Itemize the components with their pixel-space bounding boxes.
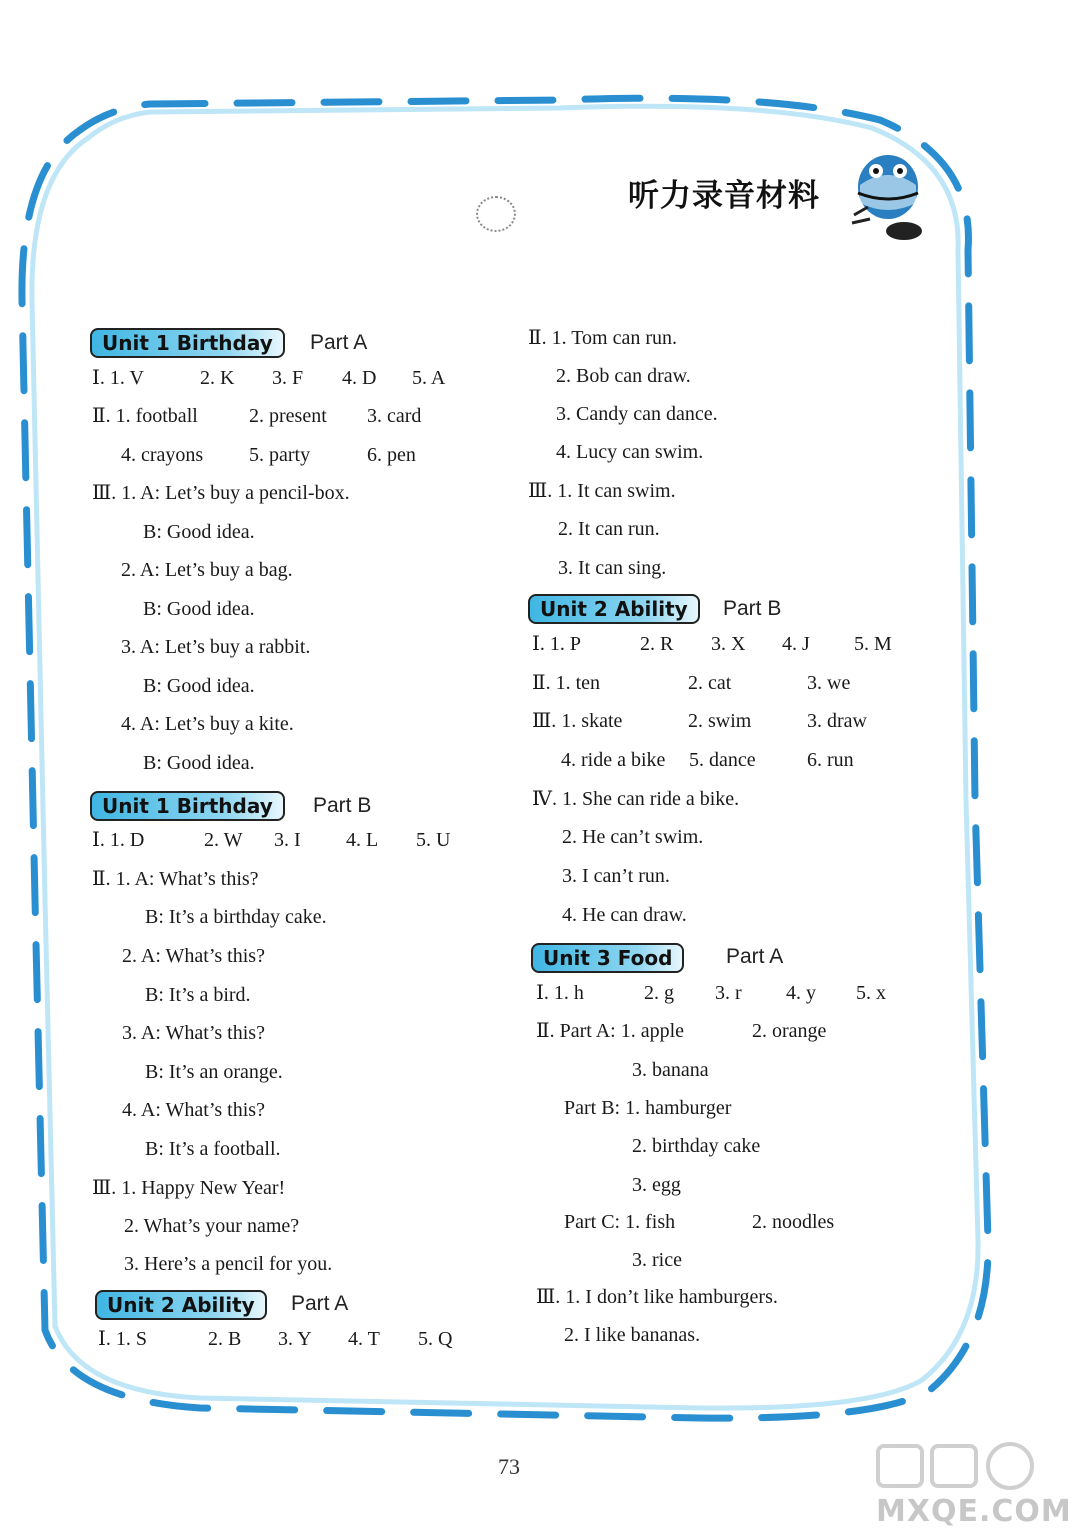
answer-line: Ⅱ. 1. Tom can run. (528, 327, 678, 349)
part-b-label: Part B (313, 794, 372, 817)
answer-line: 4. He can draw. (562, 904, 687, 926)
answer-line: 2. He can’t swim. (562, 826, 704, 848)
answer-line: Ⅰ. 1. h 2. g 3. r 4. y 5. x (536, 982, 886, 1004)
dialogue-line: 2. A: What’s this? (122, 945, 265, 967)
dialogue-line: B: Good idea. (143, 598, 255, 620)
answer-line: 3. Candy can dance. (556, 403, 718, 425)
answer-line: Ⅲ. 1. I don’t like hamburgers. (536, 1286, 778, 1308)
dialogue-line: B: Good idea. (143, 752, 255, 774)
dialogue-line: 4. A: What’s this? (122, 1099, 265, 1121)
dotted-circle-decoration (476, 196, 516, 232)
answer-line: Part B: 1. hamburger (564, 1097, 732, 1119)
dialogue-line: 3. A: What’s this? (122, 1022, 265, 1044)
watermark-text: MXQE.COM (876, 1494, 1072, 1529)
dialogue-line: B: Good idea. (143, 675, 255, 697)
answer-line: Ⅰ. 1. V 2. K 3. F 4. D 5. A (92, 367, 446, 389)
dialogue-line: B: It’s a birthday cake. (145, 906, 327, 928)
answer-line: Ⅱ. 1. football 2. present 3. card (92, 405, 422, 427)
unit1-birthday-badge: Unit 1 Birthday (90, 328, 285, 358)
dialogue-line: 3. Here’s a pencil for you. (124, 1253, 333, 1275)
answer-line: 2. Bob can draw. (556, 365, 691, 387)
answer-line: 3. I can’t run. (562, 865, 670, 887)
dialogue-line: B: It’s a bird. (145, 984, 251, 1006)
answer-line: 4. Lucy can swim. (556, 441, 704, 463)
dialogue-line: Ⅱ. 1. A: What’s this? (92, 868, 259, 890)
part-b-label: Part B (723, 597, 782, 620)
part-a-label: Part A (726, 945, 784, 968)
answer-line: Ⅱ. 1. ten 2. cat 3. we (532, 672, 851, 694)
answer-line: 3. rice (632, 1249, 682, 1271)
dialogue-line: 4. A: Let’s buy a kite. (121, 713, 294, 735)
answer-line: 3. banana (632, 1059, 709, 1081)
answer-line: 2. I like bananas. (564, 1324, 701, 1346)
answer-line: Part C: 1. fish 2. noodles (564, 1211, 835, 1233)
answer-line: Ⅰ. 1. S 2. B 3. Y 4. T 5. Q (98, 1328, 453, 1350)
answer-line: 3. It can sing. (558, 557, 667, 579)
answer-line: Ⅳ. 1. She can ride a bike. (532, 788, 740, 810)
answer-line: 2. It can run. (558, 518, 660, 540)
answer-line: 2. birthday cake (632, 1135, 761, 1157)
dialogue-line: B: Good idea. (143, 521, 255, 543)
dialogue-line: 2. A: Let’s buy a bag. (121, 559, 293, 581)
unit2-ability-badge: Unit 2 Ability (528, 594, 700, 624)
owl-mascot-icon (848, 145, 928, 245)
dialogue-line: Ⅲ. 1. A: Let’s buy a pencil-box. (92, 482, 350, 504)
answer-line: 4. crayons 5. party 6. pen (121, 444, 416, 466)
answer-line: Ⅲ. 1. skate 2. swim 3. draw (532, 710, 867, 732)
answer-line: Ⅰ. 1. D 2. W 3. I 4. L 5. U (92, 829, 451, 851)
answer-line: Ⅲ. 1. It can swim. (528, 480, 676, 502)
dialogue-line: B: It’s a football. (145, 1138, 281, 1160)
answer-line: 3. egg (632, 1174, 681, 1196)
answer-line: Ⅱ. Part A: 1. apple 2. orange (536, 1020, 827, 1042)
dialogue-line: 2. What’s your name? (124, 1215, 300, 1237)
part-a-label: Part A (291, 1292, 349, 1315)
unit1-birthday-badge: Unit 1 Birthday (90, 791, 285, 821)
dialogue-line: B: It’s an orange. (145, 1061, 283, 1083)
part-a-label: Part A (310, 331, 368, 354)
answer-line: Ⅰ. 1. P 2. R 3. X 4. J 5. M (532, 633, 892, 655)
answer-line: 4. ride a bike 5. dance 6. run (561, 749, 854, 771)
dialogue-line: 3. A: Let’s buy a rabbit. (121, 636, 311, 658)
page-title: 听力录音材料 (628, 178, 820, 214)
dialogue-line: Ⅲ. 1. Happy New Year! (92, 1177, 286, 1199)
unit3-food-badge: Unit 3 Food (531, 943, 684, 973)
unit2-ability-badge: Unit 2 Ability (95, 1290, 267, 1320)
page-number: 73 (498, 1454, 520, 1479)
